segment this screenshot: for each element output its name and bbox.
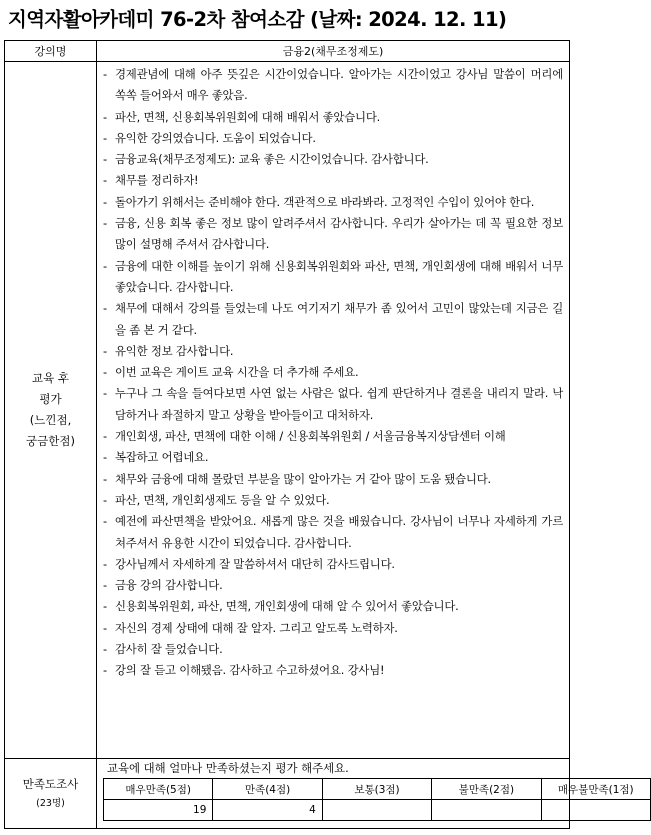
lecture-label: 강의명 [5, 41, 97, 62]
comment-item: - 파산, 면책, 개인회생제도 등을 알 수 있었다. [103, 490, 563, 511]
rating-table [103, 778, 651, 821]
comment-item: - 유익한 강의였습니다. 도움이 되었습니다. [103, 128, 563, 149]
rating-count: 19 [104, 800, 213, 821]
comment-item: - 강사님께서 자세하게 잘 말씀하셔서 대단히 감사드립니다. [103, 554, 563, 575]
comment-item: - 신용회복위원회, 파산, 면책, 개인회생에 대해 알 수 있어서 좋았습니다. [103, 596, 563, 617]
rating-count-row [104, 800, 651, 821]
survey-cell [97, 759, 634, 829]
comment-list [97, 62, 569, 682]
comment-item: - 유익한 정보 감사합니다. [103, 341, 563, 362]
comment-item: - 복잡하고 어렵네요. [103, 447, 563, 468]
rating-count [541, 800, 650, 821]
rating-count: 4 [213, 800, 322, 821]
rating-option: 매우불만족(1점) [541, 779, 650, 800]
rating-option: 보통(3점) [322, 779, 431, 800]
header-row [5, 41, 570, 62]
survey-question: 교육에 대해 얼마나 만족하셨는지 평가 해주세요. [107, 761, 349, 775]
rating-option: 불만족(2점) [432, 779, 541, 800]
comments-cell [97, 62, 570, 759]
rating-option: 매우만족(5점) [104, 779, 213, 800]
comment-item: - 이번 교육은 게이트 교육 시간을 더 추가해 주세요. [103, 362, 563, 383]
comment-item: - 채무와 금융에 대해 몰랐던 부분을 많이 알아가는 거 같아 많이 도움 됐습니다. [103, 469, 563, 490]
evaluation-row [5, 62, 570, 759]
rating-count [322, 800, 431, 821]
survey-label: 만족도조사 (23명) [5, 759, 97, 829]
rating-header-row [104, 779, 651, 800]
comment-item: - 경제관념에 대해 아주 뜻깊은 시간이었습니다. 알아가는 시간이었고 강사님 말씀이 머리에 쏙쏙 들어와서 매우 좋았음. [103, 64, 563, 107]
comment-item: - 채무를 정리하자! [103, 170, 563, 191]
comment-item: - 개인회생, 파산, 면책에 대한 이해 / 신용회복위원회 / 서울금융복지상담센터 이해 [103, 426, 563, 447]
report-table [4, 40, 634, 829]
comment-item: - 감사히 잘 들었습니다. [103, 639, 563, 660]
comment-item: - 강의 잘 듣고 이해됐음. 감사하고 수고하셨어요. 강사님! [103, 660, 563, 681]
comment-item: - 예전에 파산면책을 받았어요. 새롭게 많은 것을 배웠습니다. 강사님이 너무나 자세하게 가르쳐주셔서 유용한 시간이 되었습니다. 감사합니다. [103, 511, 563, 554]
rating-option: 만족(4점) [213, 779, 322, 800]
lecture-name: 금융2(채무조정제도) [97, 41, 570, 62]
comment-item: - 금융 강의 감사합니다. [103, 575, 563, 596]
comment-item: - 금융에 대한 이해를 높이기 위해 신용회복위원회와 파산, 면책, 개인회생에 대해 배워서 너무 좋았습니다. 감사합니다. [103, 256, 563, 299]
comment-item: - 금융교육(채무조정제도): 교육 좋은 시간이었습니다. 감사합니다. [103, 149, 563, 170]
comment-item: - 파산, 면책, 신용회복위원회에 대해 배워서 좋았습니다. [103, 107, 563, 128]
comment-item: - 채무에 대해서 강의를 들었는데 나도 여기저기 채무가 좀 있어서 고민이 많았는데 지금은 길을 좀 본 거 같다. [103, 298, 563, 341]
comment-item: - 금융, 신용 회복 좋은 정보 많이 알려주셔서 감사합니다. 우리가 살아가는 데 꼭 필요한 정보 많이 설명해 주셔서 감사합니다. [103, 213, 563, 256]
evaluation-label: 교육 후 평가 (느낀점, 궁금한점) [5, 62, 97, 759]
comment-item: - 누구나 그 속을 들여다보면 사연 없는 사람은 없다. 쉽게 판단하거나 결론을 내리지 말라. 낙담하거나 좌절하지 말고 상황을 받아들이고 대처하자. [103, 383, 563, 426]
respondent-count: (23명) [36, 798, 65, 809]
rating-count [432, 800, 541, 821]
document-title: 지역자활아카데미 76-2차 참여소감 (날짜: 2024. 12. 11) [8, 8, 507, 31]
survey-row [5, 759, 570, 829]
comment-item: - 자신의 경제 상태에 대해 잘 알자. 그리고 알도록 노력하자. [103, 618, 563, 639]
comment-item: - 돌아가기 위해서는 준비해야 한다. 객관적으로 바라봐라. 고정적인 수입이 있어야 한다. [103, 192, 563, 213]
